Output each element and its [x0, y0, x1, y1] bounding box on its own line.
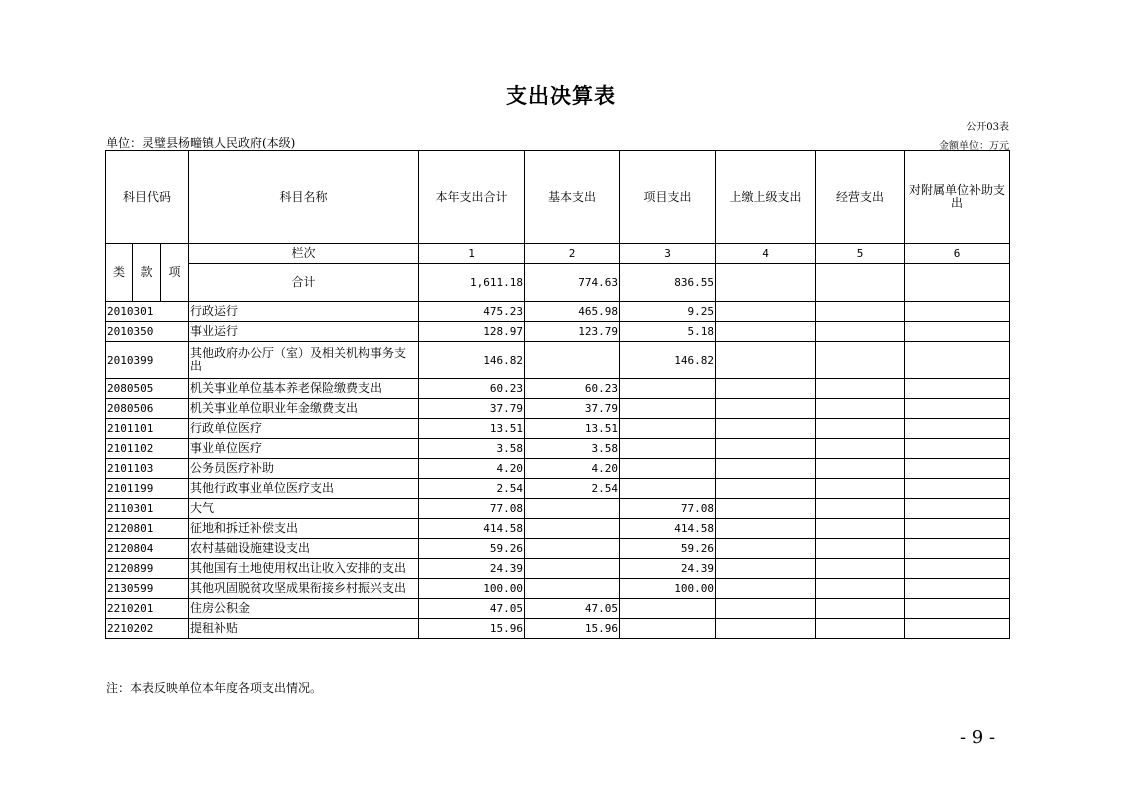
row-upper [716, 539, 816, 559]
subject-code: 2120899 [106, 559, 189, 579]
row-business [816, 459, 905, 479]
row-basic: 47.05 [525, 599, 620, 619]
row-basic [525, 539, 620, 559]
row-project: 100.00 [620, 579, 716, 599]
col-number-2: 2 [525, 244, 620, 264]
row-total: 3.58 [419, 439, 525, 459]
col-number-6: 6 [905, 244, 1010, 264]
row-project: 59.26 [620, 539, 716, 559]
row-basic [525, 579, 620, 599]
row-subsidy [905, 559, 1010, 579]
row-subsidy [905, 539, 1010, 559]
row-upper [716, 439, 816, 459]
form-number: 公开03表 [966, 122, 1009, 133]
row-business [816, 599, 905, 619]
row-total: 475.23 [419, 302, 525, 322]
amount-unit-label: 金额单位：万元 [939, 141, 1009, 152]
row-business [816, 302, 905, 322]
subject-name: 机关事业单位职业年金缴费支出 [189, 399, 419, 419]
row-total: 4.20 [419, 459, 525, 479]
table-row [106, 479, 1010, 499]
row-upper [716, 579, 816, 599]
table-row [106, 619, 1010, 639]
row-basic: 60.23 [525, 379, 620, 399]
subject-name: 行政单位医疗 [189, 419, 419, 439]
table-row [106, 459, 1010, 479]
table-row [106, 302, 1010, 322]
row-project [620, 479, 716, 499]
column-number-row [106, 244, 1010, 264]
subject-name: 其他巩固脱贫攻坚成果衔接乡村振兴支出 [189, 579, 419, 599]
subject-name: 事业单位医疗 [189, 439, 419, 459]
row-total: 2.54 [419, 479, 525, 499]
unit-label: 单位：灵璧县杨疃镇人民政府(本级) [106, 136, 296, 150]
subject-name: 事业运行 [189, 322, 419, 342]
header-name: 科目名称 [189, 151, 419, 244]
row-business [816, 419, 905, 439]
col-number-3: 3 [620, 244, 716, 264]
row-project: 24.39 [620, 559, 716, 579]
subject-name: 其他政府办公厅（室）及相关机构事务支出 [189, 342, 419, 379]
subject-code: 2210202 [106, 619, 189, 639]
header-lei: 类 [106, 244, 133, 302]
table-row [106, 399, 1010, 419]
header-project: 项目支出 [620, 151, 716, 244]
row-subsidy [905, 302, 1010, 322]
subject-name: 公务员医疗补助 [189, 459, 419, 479]
total-subsidy [905, 264, 1010, 302]
row-upper [716, 419, 816, 439]
row-upper [716, 459, 816, 479]
subject-code: 2210201 [106, 599, 189, 619]
row-subsidy [905, 499, 1010, 519]
subject-code: 2080505 [106, 379, 189, 399]
row-basic [525, 519, 620, 539]
header-upper: 上缴上级支出 [716, 151, 816, 244]
row-project: 5.18 [620, 322, 716, 342]
subject-code: 2101102 [106, 439, 189, 459]
row-upper [716, 379, 816, 399]
table-row [106, 322, 1010, 342]
row-total: 128.97 [419, 322, 525, 342]
row-total: 146.82 [419, 342, 525, 379]
table-row [106, 579, 1010, 599]
row-project: 146.82 [620, 342, 716, 379]
row-total: 60.23 [419, 379, 525, 399]
total-amount: 1,611.18 [419, 264, 525, 302]
col-number-5: 5 [816, 244, 905, 264]
row-basic: 13.51 [525, 419, 620, 439]
table-row [106, 519, 1010, 539]
row-basic: 15.96 [525, 619, 620, 639]
page-number: - 9 - [960, 727, 996, 748]
table-row [106, 599, 1010, 619]
subject-name: 提租补贴 [189, 619, 419, 639]
row-total: 77.08 [419, 499, 525, 519]
table-row [106, 499, 1010, 519]
row-business [816, 399, 905, 419]
total-label: 合计 [189, 264, 419, 302]
subject-code: 2080506 [106, 399, 189, 419]
row-total: 37.79 [419, 399, 525, 419]
total-project: 836.55 [620, 264, 716, 302]
row-basic [525, 559, 620, 579]
subject-name: 其他行政事业单位医疗支出 [189, 479, 419, 499]
subject-code: 2101103 [106, 459, 189, 479]
row-upper [716, 619, 816, 639]
row-business [816, 322, 905, 342]
total-business [816, 264, 905, 302]
header-xiang: 项 [161, 244, 189, 302]
row-subsidy [905, 519, 1010, 539]
col-number-4: 4 [716, 244, 816, 264]
header-basic: 基本支出 [525, 151, 620, 244]
row-business [816, 579, 905, 599]
subject-name: 住房公积金 [189, 599, 419, 619]
row-project: 77.08 [620, 499, 716, 519]
row-basic: 123.79 [525, 322, 620, 342]
row-total: 59.26 [419, 539, 525, 559]
row-subsidy [905, 439, 1010, 459]
row-business [816, 559, 905, 579]
row-upper [716, 519, 816, 539]
row-upper [716, 559, 816, 579]
row-project [620, 599, 716, 619]
row-subsidy [905, 479, 1010, 499]
row-business [816, 539, 905, 559]
row-subsidy [905, 599, 1010, 619]
row-upper [716, 599, 816, 619]
row-project: 414.58 [620, 519, 716, 539]
table-row [106, 342, 1010, 379]
row-subsidy [905, 342, 1010, 379]
row-total: 15.96 [419, 619, 525, 639]
row-project [620, 439, 716, 459]
row-total: 24.39 [419, 559, 525, 579]
row-project [620, 379, 716, 399]
subject-code: 2120801 [106, 519, 189, 539]
row-project [620, 459, 716, 479]
row-basic: 4.20 [525, 459, 620, 479]
row-upper [716, 342, 816, 379]
subject-code: 2101101 [106, 419, 189, 439]
row-basic: 465.98 [525, 302, 620, 322]
row-business [816, 439, 905, 459]
row-business [816, 519, 905, 539]
header-row [106, 151, 1010, 244]
subject-code: 2130599 [106, 579, 189, 599]
subject-name: 大气 [189, 499, 419, 519]
subject-name: 其他国有土地使用权出让收入安排的支出 [189, 559, 419, 579]
page-title: 支出决算表 [506, 84, 616, 108]
row-project [620, 619, 716, 639]
row-basic: 37.79 [525, 399, 620, 419]
row-upper [716, 499, 816, 519]
subject-name: 征地和拆迁补偿支出 [189, 519, 419, 539]
subject-name: 机关事业单位基本养老保险缴费支出 [189, 379, 419, 399]
table-row [106, 379, 1010, 399]
subject-name: 农村基础设施建设支出 [189, 539, 419, 559]
total-upper [716, 264, 816, 302]
total-basic: 774.63 [525, 264, 620, 302]
row-business [816, 379, 905, 399]
header-business: 经营支出 [816, 151, 905, 244]
table-row [106, 559, 1010, 579]
table-note: 注：本表反映单位本年度各项支出情况。 [106, 681, 323, 695]
header-total: 本年支出合计 [419, 151, 525, 244]
header-kuan: 款 [133, 244, 161, 302]
row-upper [716, 302, 816, 322]
row-project [620, 399, 716, 419]
row-subsidy [905, 399, 1010, 419]
row-basic: 2.54 [525, 479, 620, 499]
row-subsidy [905, 322, 1010, 342]
subject-code: 2010350 [106, 322, 189, 342]
row-upper [716, 479, 816, 499]
row-subsidy [905, 419, 1010, 439]
row-business [816, 499, 905, 519]
row-total: 13.51 [419, 419, 525, 439]
row-total: 100.00 [419, 579, 525, 599]
table-row [106, 439, 1010, 459]
row-upper [716, 322, 816, 342]
header-lanci: 栏次 [189, 244, 419, 264]
table-row [106, 539, 1010, 559]
expenditure-table [105, 150, 1010, 639]
row-business [816, 479, 905, 499]
row-subsidy [905, 619, 1010, 639]
subject-code: 2101199 [106, 479, 189, 499]
row-basic [525, 499, 620, 519]
total-row [106, 264, 1010, 302]
row-upper [716, 399, 816, 419]
row-total: 414.58 [419, 519, 525, 539]
row-basic: 3.58 [525, 439, 620, 459]
table-row [106, 419, 1010, 439]
subject-code: 2120804 [106, 539, 189, 559]
subject-name: 行政运行 [189, 302, 419, 322]
header-code: 科目代码 [106, 151, 189, 244]
subject-code: 2010399 [106, 342, 189, 379]
col-number-1: 1 [419, 244, 525, 264]
row-total: 47.05 [419, 599, 525, 619]
subject-code: 2110301 [106, 499, 189, 519]
row-business [816, 619, 905, 639]
row-business [816, 342, 905, 379]
subject-code: 2010301 [106, 302, 189, 322]
row-project: 9.25 [620, 302, 716, 322]
row-subsidy [905, 459, 1010, 479]
row-project [620, 419, 716, 439]
row-subsidy [905, 379, 1010, 399]
row-basic [525, 342, 620, 379]
row-subsidy [905, 579, 1010, 599]
header-subsidy: 对附属单位补助支出 [905, 151, 1010, 244]
